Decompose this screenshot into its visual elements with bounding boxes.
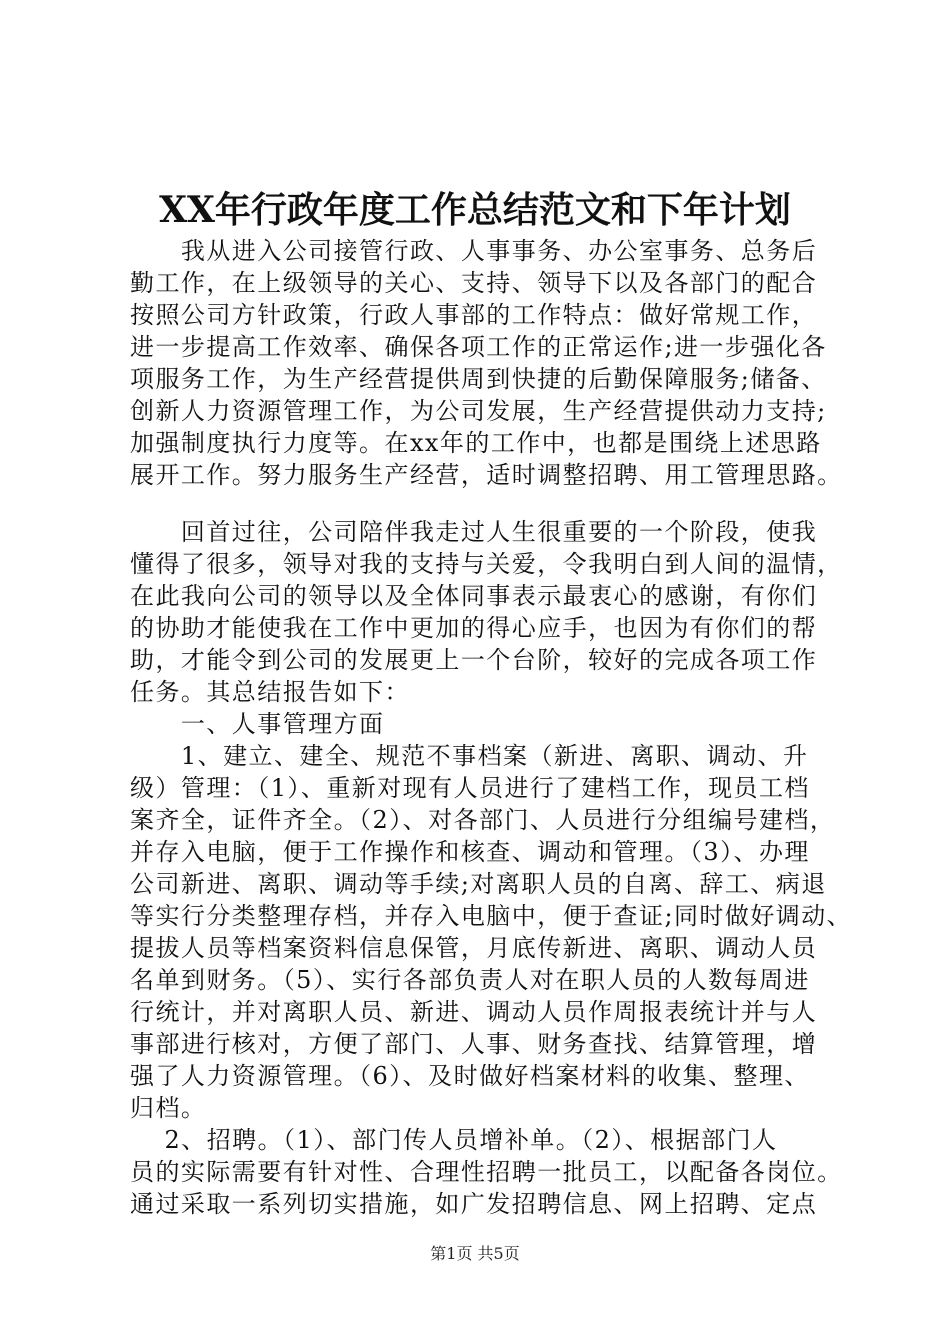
body-line: 在此我向公司的领导以及全体同事表示最衷心的感谢，有你们 bbox=[130, 582, 818, 610]
body-line: 并存入电脑，便于工作操作和核查、调动和管理。（3）、办理 bbox=[130, 838, 810, 866]
body-line: 强了人力资源管理。（6）、及时做好档案材料的收集、整理、 bbox=[130, 1062, 810, 1090]
body-line: 级）管理：（1）、重新对现有人员进行了建档工作，现员工档 bbox=[130, 774, 810, 802]
body-line: 按照公司方针政策，行政人事部的工作特点：做好常规工作， bbox=[130, 301, 818, 329]
body-line: 任务。其总结报告如下： bbox=[130, 678, 410, 706]
body-line: 行统计，并对离职人员、新进、调动人员作周报表统计并与人 bbox=[130, 998, 818, 1026]
body-line: 勤工作，在上级领导的关心、支持、领导下以及各部门的配合 bbox=[130, 269, 818, 297]
body-line: 归档。 bbox=[130, 1094, 207, 1122]
body-line: 回首过往，公司陪伴我走过人生很重要的一个阶段，使我 bbox=[130, 518, 818, 546]
body-line: 的协助才能使我在工作中更加的得心应手，也因为有你们的帮 bbox=[130, 614, 818, 642]
body-line: 项服务工作，为生产经营提供周到快捷的后勤保障服务;储备、 bbox=[130, 365, 827, 393]
body-line: 加强制度执行力度等。在xx年的工作中，也都是围绕上述思路 bbox=[130, 429, 822, 457]
body-line: 创新人力资源管理工作，为公司发展，生产经营提供动力支持; bbox=[130, 397, 827, 425]
body-line: 提拔人员等档案资料信息保管，月底传新进、离职、调动人员 bbox=[130, 934, 818, 962]
body-line: 2、招聘。（1）、部门传人员增补单。（2）、根据部门人 bbox=[130, 1126, 778, 1154]
body-line: 助，才能令到公司的发展更上一个台阶，较好的完成各项工作 bbox=[130, 646, 818, 674]
document-title: XX年行政年度工作总结范文和下年计划 bbox=[159, 189, 791, 231]
body-line: 一、人事管理方面 bbox=[130, 710, 385, 738]
body-line: 名单到财务。（5）、实行各部负责人对在职人员的人数每周进 bbox=[130, 966, 810, 994]
page-footer: 第1页 共5页 bbox=[430, 1244, 520, 1263]
body-line: 等实行分类整理存档，并存入电脑中，便于查证;同时做好调动、 bbox=[130, 902, 853, 930]
body-line: 员的实际需要有针对性、合理性招聘一批员工，以配备各岗位。 bbox=[130, 1158, 843, 1186]
body-line: 公司新进、离职、调动等手续;对离职人员的自离、辞工、病退 bbox=[130, 870, 827, 898]
body-line: 我从进入公司接管行政、人事事务、办公室事务、总务后 bbox=[130, 237, 818, 265]
body-line: 事部进行核对，方便了部门、人事、财务查找、结算管理，增 bbox=[130, 1030, 818, 1058]
body-line: 通过采取一系列切实措施，如广发招聘信息、网上招聘、定点 bbox=[130, 1190, 818, 1218]
body-line: 1、建立、建全、规范不事档案（新进、离职、调动、升 bbox=[130, 742, 809, 770]
body-line: 进一步提高工作效率、确保各项工作的正常运作;进一步强化各 bbox=[130, 333, 827, 361]
body-line: 展开工作。努力服务生产经营，适时调整招聘、用工管理思路。 bbox=[130, 461, 843, 489]
body-line: 案齐全，证件齐全。（2）、对各部门、人员进行分组编号建档， bbox=[130, 806, 836, 834]
body-line: 懂得了很多，领导对我的支持与关爱，令我明白到人间的温情， bbox=[130, 550, 843, 578]
